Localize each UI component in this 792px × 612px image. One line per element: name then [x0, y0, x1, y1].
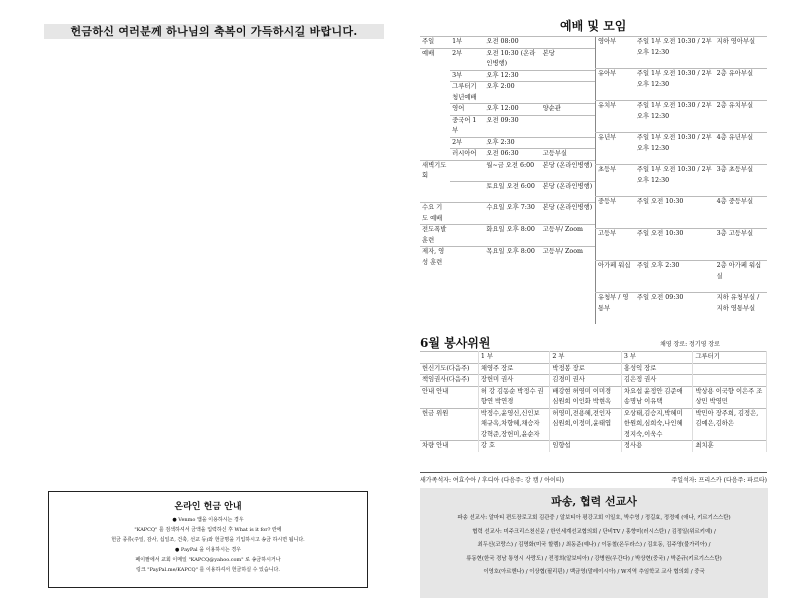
worship-cell: 목요일 오후 8:00: [484, 247, 540, 269]
worship-row: [420, 104, 595, 116]
worship-cell: 그루터기 청년예배: [450, 82, 484, 104]
worship-cell: 전도폭발훈련: [420, 225, 450, 247]
worship-cell: 오후 12:00: [484, 104, 540, 116]
volunteer-cell: 장헌미 권사: [478, 375, 550, 387]
volunteer-cell: 허영미,전용혜,전인자 심원희,이정미,윤태엽: [550, 408, 622, 441]
worship-cell: [420, 70, 450, 82]
volunteer-footer: [420, 472, 767, 484]
volunteer-cell: 최치훈: [693, 441, 767, 452]
education-cell: 주일 1부 오전 10:30 / 2부 오후 12:30: [635, 37, 715, 69]
worship-cell: [420, 104, 450, 116]
online-offering-line: 페이팔에서 교회 이메일 "KAPCQ@yahoo.com" 로 송금하시거나: [135, 557, 281, 563]
education-cell: 주일 오전 10:30: [635, 197, 715, 229]
worship-row: [420, 203, 595, 225]
volunteer-cell: 허 강 김동순 박정수 권향연 박연경: [478, 386, 550, 408]
volunteer-row: [420, 363, 767, 375]
worship-title: 예배 및 모임: [560, 19, 627, 33]
education-cell: 유치부: [596, 101, 635, 133]
online-offering-line: 헌금 종류(주일, 감사, 십일조, 건축, 선교 등)와 헌금명을 기입하시고 송금 하시면 됩니다.: [111, 537, 305, 543]
volunteer-cell: 박민아 장주희, 김정은,김예은,김하은: [693, 408, 767, 441]
education-cell: 지하 유청부실 / 지하 영통부실: [715, 293, 767, 325]
worship-cell: 본당 (온라인병행): [541, 160, 595, 182]
volunteer-row: [420, 441, 767, 452]
volunteer-cell: 정사용: [621, 441, 693, 452]
mission-line: 최두신(코랑스) / 김명화(미국 할렘) / 최동준(예나) / 이동철(온두라스) / 김호동, 김주영(불가리아) /: [477, 542, 711, 548]
worship-cell: [420, 82, 450, 104]
volunteer-cell: 안내 안내: [420, 386, 478, 408]
education-schedule-table: [595, 36, 767, 324]
worship-cell: 2부: [450, 137, 484, 149]
worship-row: [420, 225, 595, 247]
worship-cell: [420, 182, 450, 203]
online-offering-line: 링크 "PayPal.me/KAPCQ" 를 이용하셔서 헌금하실 수 있습니다.: [136, 567, 280, 573]
volunteer-header-cell: 그루터기: [693, 352, 767, 364]
worship-cell: 본당: [541, 48, 595, 70]
education-cell: 주일 오후 2:30: [635, 261, 715, 293]
education-cell: 아가페 워십: [596, 261, 635, 293]
worship-cell: [420, 115, 450, 137]
worship-cell: 월~금 오전 6:00: [484, 160, 540, 182]
mission-line: 파송 선교사: 알마티 편도장로고회 김관중 / 알보티아 평강고회 이일호, 박수영 / 정길효, 정정예 (애나, 키르기스스탄): [457, 515, 731, 521]
mission-line: 협력 선교사: 미주크리스천신문 / 한인세계선교협의회 / 단비TV / 홍향미(러시스탄) / 김정일(위르키예) /: [472, 528, 716, 535]
volunteer-cell: 채영주 장로: [478, 363, 550, 375]
online-offering-line: "KAPCQ" 를 검색하셔서 금액을 입력하신 후 What is it for? 란에: [134, 527, 282, 533]
volunteer-cell: 김은정 권사: [621, 375, 693, 387]
worship-cell: 양순관: [541, 104, 595, 116]
education-cell: 2층 유치부실: [715, 101, 767, 133]
worship-cell: [450, 225, 484, 247]
worship-cell: 주일: [420, 37, 450, 49]
worship-cell: 화요일 오후 8:00: [484, 225, 540, 247]
worship-cell: 예배: [420, 48, 450, 70]
education-cell: 3층 고등부실: [715, 229, 767, 261]
volunteer-cell: 헌신기도(다음주): [420, 363, 478, 375]
worship-cell: 영어: [450, 104, 484, 116]
volunteer-cell: 차요섭 윤정안 김준애 송명남 이유택: [621, 386, 693, 408]
education-cell: 유청부 / 영통부: [596, 293, 635, 325]
volunteer-cell: 박정봉 장로: [550, 363, 622, 375]
volunteer-cell: 배강현 허영미 이미경 심원희 이인화 박현옥: [550, 386, 622, 408]
online-offering-line: ● PayPal 을 이용하시는 경우: [174, 547, 242, 553]
worship-row: [420, 160, 595, 182]
worship-row: [420, 182, 595, 203]
worship-cell: [541, 137, 595, 149]
online-offering-title: 온라인 헌금 안내: [174, 502, 242, 512]
volunteer-cell: [693, 363, 767, 375]
worship-cell: 본당 (온라인병행): [541, 203, 595, 225]
education-cell: 유아부: [596, 69, 635, 101]
worship-row: [420, 149, 595, 161]
education-cell: 4층 중등부실: [715, 197, 767, 229]
worship-cell: 오후 2:00: [484, 82, 540, 104]
education-cell: 주일 1부 오전 10:30 / 2부 오후 12:30: [635, 69, 715, 101]
volunteer-header-cell: 3 부: [621, 352, 693, 364]
education-row: [596, 133, 768, 165]
mission-line: 이영호(아르헨나) / 이상협(필리핀) / 백금영(말레이시아) / W지역 추임학교 교사 협의회 / 중국: [483, 569, 705, 575]
worship-cell: 3부: [450, 70, 484, 82]
mission-line: 류동현(한국 경남 통영시 사랑도) / 전정희(알보티아) / 강병원(우간다) / 박상현(중국) / 박준규(키르기스스탄): [466, 555, 722, 562]
volunteer-cell: [693, 375, 767, 387]
worship-cell: [541, 82, 595, 104]
volunteer-cell: 김경미 권사: [550, 375, 622, 387]
education-cell: 고등부: [596, 229, 635, 261]
worship-schedule-table: [420, 36, 595, 268]
education-cell: 3층 초등부실: [715, 165, 767, 197]
volunteer-cell: 박상용 이국향 이은주 조상민 박영민: [693, 386, 767, 408]
worship-cell: 오후 2:30: [484, 137, 540, 149]
volunteer-title: 6월 봉사위원: [420, 336, 491, 350]
worship-cell: 오전 10:30 (온라인병행): [484, 48, 540, 70]
education-row: [596, 69, 768, 101]
volunteer-header-cell: [420, 352, 478, 364]
volunteer-header-cell: 1 부: [478, 352, 550, 364]
worship-cell: 토요일 오전 6:00: [484, 182, 540, 203]
worship-cell: 러시아어: [450, 149, 484, 161]
worship-cell: 고등부실: [541, 149, 595, 161]
education-cell: 주일 오전 10:30: [635, 229, 715, 261]
worship-cell: 고등부/ Zoom: [541, 247, 595, 269]
volunteer-footer-right: 주일석자: 프리스카 (다음주: 파르타): [671, 477, 767, 484]
worship-row: [420, 70, 595, 82]
education-row: [596, 37, 768, 69]
worship-cell: [420, 149, 450, 161]
education-cell: 4층 유년부실: [715, 133, 767, 165]
worship-cell: 1부: [450, 37, 484, 49]
worship-cell: 오후 12:30: [484, 70, 540, 82]
education-cell: 지하 영아부실: [715, 37, 767, 69]
mission-title: 파송, 협력 선교사: [551, 495, 637, 508]
education-cell: 영아부: [596, 37, 635, 69]
worship-row: [420, 247, 595, 269]
worship-cell: [541, 115, 595, 137]
volunteer-cell: 오상태,김승지,박혜미 한원희,심희숙,나인혜 정지숙,이욱수: [621, 408, 693, 441]
worship-row: [420, 137, 595, 149]
education-row: [596, 229, 768, 261]
worship-cell: 오전 06:30: [484, 149, 540, 161]
education-cell: 중등부: [596, 197, 635, 229]
worship-cell: 고등부/ Zoom: [541, 225, 595, 247]
mission-box: [420, 488, 768, 598]
education-cell: 주일 오전 09:30: [635, 293, 715, 325]
online-offering-line: ● Venmo 앱을 이용하시는 경우: [172, 517, 244, 523]
education-row: [596, 101, 768, 133]
worship-cell: [450, 182, 484, 203]
worship-row: [420, 48, 595, 70]
worship-row: [420, 82, 595, 104]
blessing-banner: 헌금하신 여러분께 하나님의 축복이 가득하시길 바랍니다.: [44, 24, 384, 39]
volunteer-cell: 차량 안내: [420, 441, 478, 452]
education-row: [596, 261, 768, 293]
worship-cell: [541, 70, 595, 82]
education-cell: 유년부: [596, 133, 635, 165]
worship-cell: 수요 기도 예배: [420, 203, 450, 225]
worship-cell: [450, 247, 484, 269]
volunteer-row: [420, 375, 767, 387]
education-row: [596, 165, 768, 197]
worship-cell: 본당 (온라인병행): [541, 182, 595, 203]
volunteer-cell: 박정수,윤영신,신인보 채규옥,차향혜,채승자 강혁준,장헌미,윤순자: [478, 408, 550, 441]
worship-cell: 2부: [450, 48, 484, 70]
education-cell: 주일 1부 오전 10:30 / 2부 오후 12:30: [635, 133, 715, 165]
volunteer-footer-left: 새가족석자: 여효수아 / 후디아 (다음주: 강 캠 / 아이티): [420, 477, 564, 484]
volunteer-header-cell: 2 부: [550, 352, 622, 364]
worship-row: [420, 37, 595, 49]
volunteer-table: [420, 351, 767, 452]
education-row: [596, 293, 768, 325]
worship-cell: [450, 203, 484, 225]
volunteer-cell: 헌금 위원: [420, 408, 478, 441]
education-row: [596, 197, 768, 229]
online-offering-box: [48, 491, 368, 588]
volunteer-row: [420, 408, 767, 441]
worship-cell: 중국어 1부: [450, 115, 484, 137]
volunteer-note: 채영 장로: 정기영 장로: [660, 341, 720, 348]
worship-cell: 제자, 영성 훈련: [420, 247, 450, 269]
volunteer-cell: 임향섭: [550, 441, 622, 452]
education-cell: 초등부: [596, 165, 635, 197]
worship-cell: [450, 160, 484, 182]
volunteer-row: [420, 386, 767, 408]
worship-cell: [541, 37, 595, 49]
worship-cell: 수요일 오후 7:30: [484, 203, 540, 225]
volunteer-cell: 홍성익 장로: [621, 363, 693, 375]
education-cell: 2층 아가페 워십실: [715, 261, 767, 293]
volunteer-cell: 강 호: [478, 441, 550, 452]
worship-cell: 오전 08:00: [484, 37, 540, 49]
worship-row: [420, 115, 595, 137]
volunteer-cell: 책임권사(다음주): [420, 375, 478, 387]
worship-cell: 새벽기도회: [420, 160, 450, 182]
worship-cell: [420, 137, 450, 149]
education-cell: 주일 1부 오전 10:30 / 2부 오후 12:30: [635, 165, 715, 197]
education-cell: 2층 유아부실: [715, 69, 767, 101]
worship-cell: 오전 09:30: [484, 115, 540, 137]
education-cell: 주일 1부 오전 10:30 / 2부 오후 12:30: [635, 101, 715, 133]
